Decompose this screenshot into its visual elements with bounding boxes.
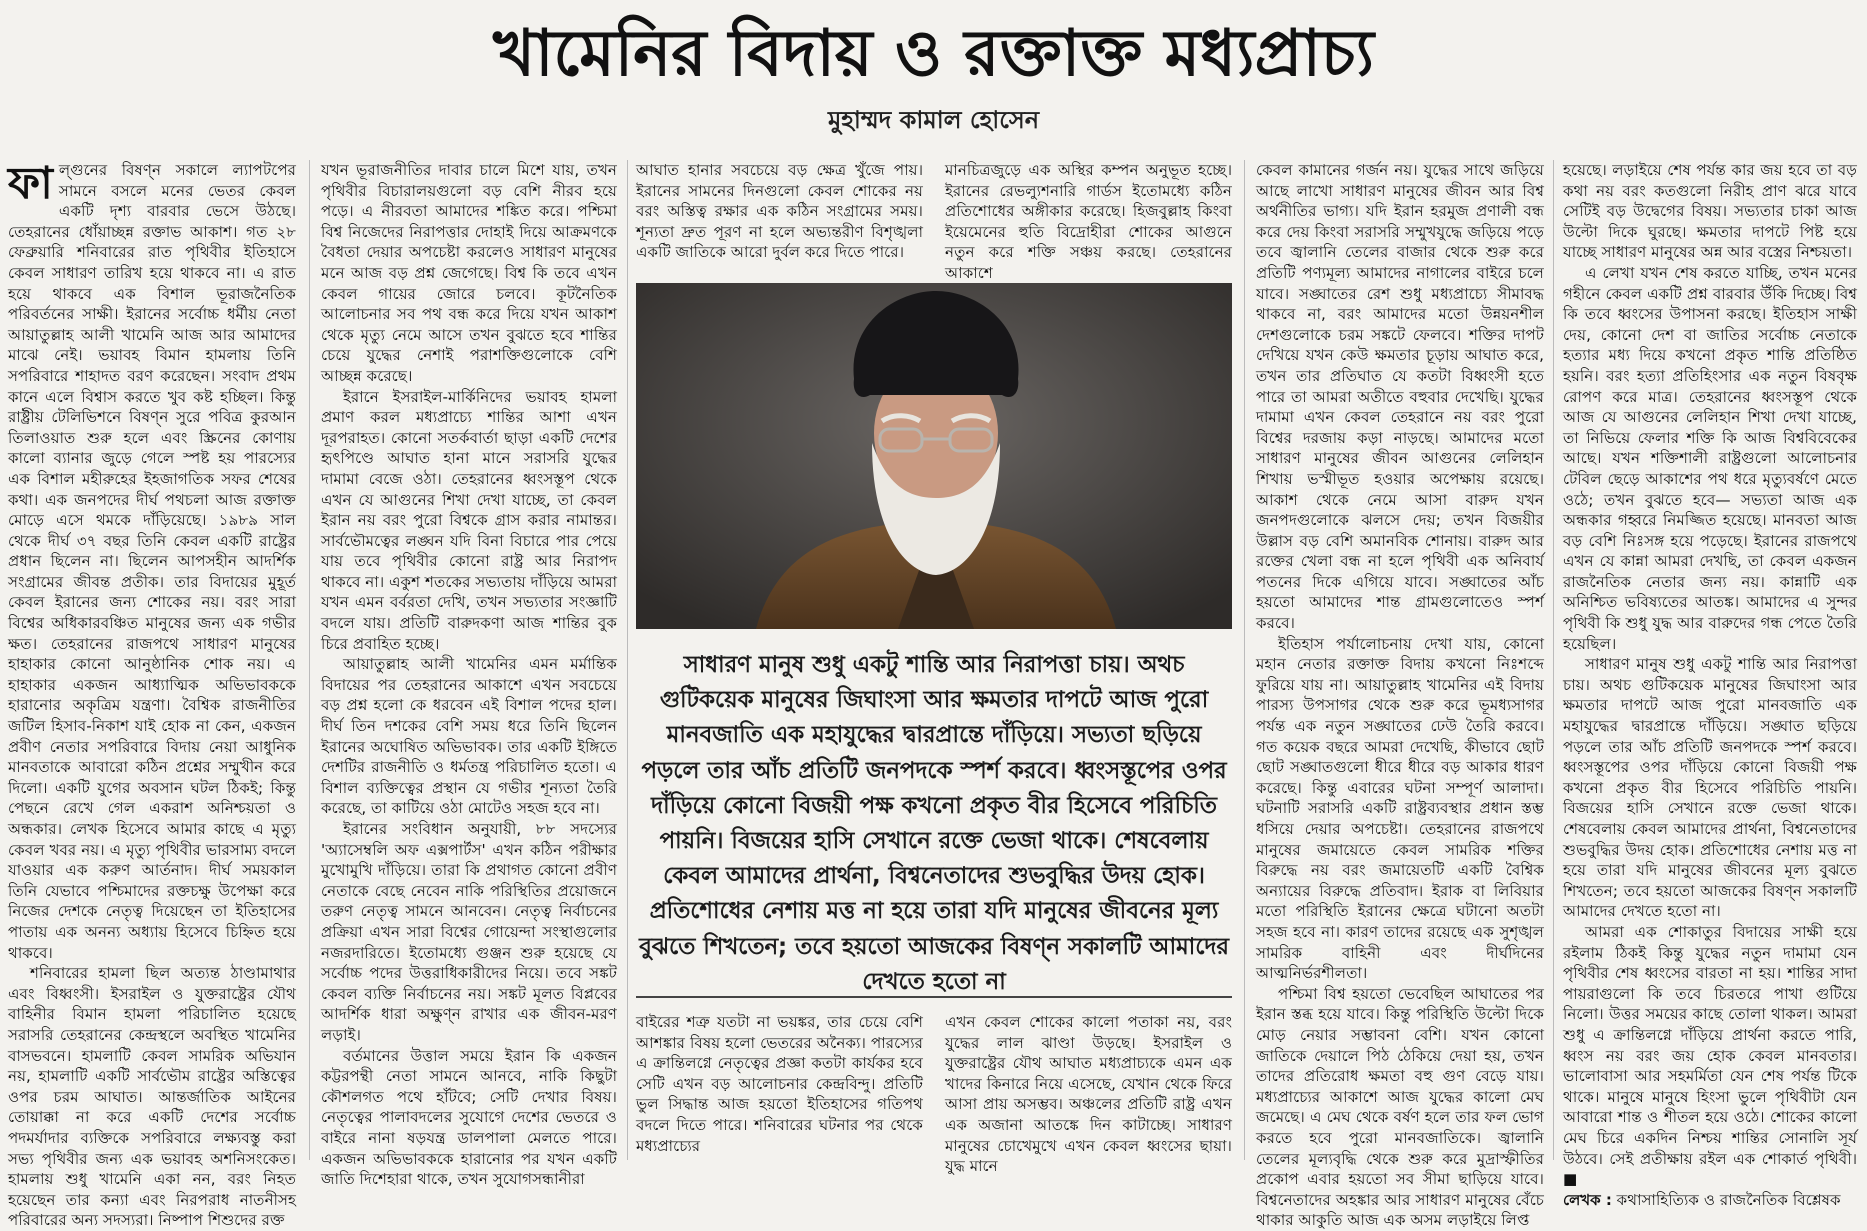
paragraph-text: আমরা এক শোকাতুর বিদায়ের সাক্ষী হয়ে রইলাম ঠিকই কিন্তু যুদ্ধের নতুন দামামা যেন পৃথিবীর শেষ ধ্বংসের বারতা না হয়। শান্তির সাদা পায়রাগুলো কি তবে চিরতরে পাখা গুটিয়ে নিলো। উত্তর সময়ের কাছে তোলা থাকল। আমরা শুধু এ ক্রান্তিলগ্নে দাঁড়িয়ে প্রার্থনা করতে পারি, ধ্বংস নয় বরং জয় হোক কেবল মানবতার। ভালোবাসা আর সহমর্মিতা যেন শেষ পর্যন্ত টিকে থাকে। মানুষে মানুষে হিংসা ভুলে পৃথিবীটা যেন আবারো শান্ত ও শীতল হয়ে ওঠে। শোকের কালো মেঘ চিরে একদিন নিশ্চয় শান্তির সোনালি সূর্য উঠবে। সেই প্রতীক্ষায় রইল এক শোকার্ত পৃথিবী।: [1563, 922, 1857, 1168]
paragraph: কেবল কামানের গর্জন নয়। যুদ্ধের সাথে জড়িয়ে আছে লাখো সাধারণ মানুষের জীবন আর বিশ্ব অর্থনীতির ভাগ্য। যদি ইরান হরমুজ প্রণালী বন্ধ করে দেয় কিংবা সরাসরি সম্মুখযুদ্ধে জড়িয়ে পড়ে তবে জ্বালানি তেলের বাজার থেকে শুরু করে প্রতিটি পণ্যমূল্য আমাদের নাগালের বাইরে চলে যাবে। সঙ্ঘাতের রেশ শুধু মধ্যপ্রাচ্যে সীমাবদ্ধ থাকবে না, বরং আমাদের মতো উন্নয়নশীল দেশগুলোকে চরম সঙ্কটে ফেলবে। শক্তির দাপট দেখিয়ে যখন কেউ ক্ষমতার চূড়ায় আঘাত করে, তখন তার প্রতিঘাত যে কতটা বিধ্বংসী হতে পারে তা আমরা অতীতে বহুবার দেখেছি। যুদ্ধের দামামা এখন কেবল তেহরানে নয় বরং পুরো বিশ্বের দরজায় কড়া নাড়ছে। আমাদের মতো সাধারণ মানুষের জীবন আগুনের লেলিহান শিখায় ভস্মীভূত হওয়ার অপেক্ষায় রয়েছে। আকাশ থেকে নেমে আসা বারুদ যখন জনপদগুলোকে ঝলসে দেয়; তখন বিজয়ীর উল্লাস বড় বেশি অমানবিক শোনায়। বারুদ আর রক্তের খেলা বন্ধ না হলে পৃথিবী এক অনিবার্য পতনের দিকে এগিয়ে যাবে। সঙ্ঘাতের আঁচ হয়তো আমাদের শান্ত গ্রামগুলোতেও স্পর্শ করবে।: [1256, 161, 1544, 633]
paragraph: এ লেখা যখন শেষ করতে যাচ্ছি, তখন মনের গহীনে কেবল একটি প্রশ্ন বারবার উঁকি দিচ্ছে। বিশ্ব কি তবে ধ্বংসের উপাসনা করছে। ইতিহাস সাক্ষী দেয়, কোনো দেশ বা জাতির সর্বোচ্চ নেতাকে হত্যার মধ্য দিয়ে কখনো প্রকৃত শান্তি প্রতিষ্ঠিত হয়নি। বরং হত্যা প্রতিহিংসার এক নতুন বিষবৃক্ষ রোপণ করে মাত্র। তেহরানের ধ্বংসস্তূপ থেকে আজ যে আগুনের লেলিহান শিখা দেখা যাচ্ছে, তা নিভিয়ে ফেলার শক্তি কি আজ বিশ্ববিবেকের আছে। যখন শক্তিশালী রাষ্ট্রগুলো আলোচনার টেবিল ছেড়ে আকাশের পথ ধরে মৃত্যুবর্ষণে মেতে ওঠে; তখন বুঝতে হবে— সভ্যতা আজ এক অন্ধকার গহ্বরে নিমজ্জিত হয়েছে। মানবতা আজ বড় বেশি নিঃসঙ্গ হয়ে পড়েছে। ইরানের রাজপথে এখন যে কান্না আমরা দেখছি, তা কেবল একজন রাজনৈতিক নেতার জন্য নয়। কান্নাটি এক অনিশ্চিত ভবিষ্যতের আতঙ্ক। আমাদের এ সুন্দর পৃথিবী কি শুধু যুদ্ধ আর বারুদের গন্ধ পেতে তৈরি হয়েছিল।: [1563, 263, 1857, 653]
paragraph: আঘাত হানার সবচেয়ে বড় ক্ষেত্র খুঁজে পায়। ইরানের সামনের দিনগুলো কেবল শোকের নয় বরং অস্তিত্ব রক্ষার এক কঠিন সংগ্রামের সময়। শূন্যতা দ্রুত পূরণ না হলে অভ্যন্তরীণ বিশৃঙ্খলা একটি জাতিকে আরো দুর্বল করে দিতে পারে।: [636, 161, 923, 262]
paragraph-text: ল্গুনের বিষণ্ন সকালে ল্যাপটপের সামনে বসলে মনের ভেতর কেবল একটি দৃশ্য বারবার ভেসে উঠছে। তেহরানের ধোঁয়াচ্ছন্ন রক্তাভ আকাশ। গত ২৮ ফেব্রুয়ারি শনিবারের রাত পৃথিবীর ইতিহাসে কেবল সাধারণ তারিখ হয়ে থাকবে না। এ রাত হয়ে থাকবে এক বিশাল ভূরাজনৈতিক পরিবর্তনের সাক্ষী। ইরানের সর্বোচ্চ ধর্মীয় নেতা আয়াতুল্লাহ আলী খামেনি আজ আর আমাদের মাঝে নেই। ভয়াবহ বিমান হামলায় তিনি সপরিবারে শাহাদত বরণ করেছেন। সংবাদ প্রথম কানে এলে বিশ্বাস করতে খুব কষ্ট হচ্ছিল। কিন্তু রাষ্ট্রীয় টেলিভিশনে বিষণ্ন সুরে পবিত্র কুরআন তিলাওয়াত শুরু হলে এবং স্ক্রিনের কোণায় কালো ব্যানার জুড়ে গেলে স্পষ্ট হয় পারস্যের এক বিশাল মহীরুহের ইহজাগতিক সফর শেষের কথা। এক জনপদের দীর্ঘ পথচলা আজ রক্তাক্ত মোড়ে এসে থমকে দাঁড়িয়েছে। ১৯৮৯ সাল থেকে দীর্ঘ ৩৭ বছর তিনি কেবল একটি রাষ্ট্রের প্রধান ছিলেন না। ছিলেন আপসহীন আদর্শিক সংগ্রামের জীবন্ত প্রতীক। তার বিদায়ের মুহূর্ত কেবল ইরানের জন্য শোকের নয়। বরং সারা বিশ্বের অধিকারবঞ্চিত মানুষের জন্য এক গভীর ক্ষত। তেহরানের রাজপথে সাধারণ মানুষের হাহাকার কোনো আনুষ্ঠানিক শোক নয়। এ হাহাকার একজন আধ্যাত্মিক অভিভাবককে হারানোর অকৃত্রিম যন্ত্রণা। বৈশ্বিক রাজনীতির জটিল হিসাব-নিকাশ যাই হোক না কেন, একজন প্রবীণ নেতার সপরিবারে বিদায় নেয়া আধুনিক মানবতাকে আবারো কঠিন প্রশ্নের সম্মুখীন করে দিলো। একটি যুগের অবসান ঘটল ঠিকই; কিন্তু পেছনে রেখে গেল একরাশ অনিশ্চয়তা ও অন্ধকার। লেখক হিসেবে আমার কাছে এ মৃত্যু কেবল খবর নয়। এ মৃত্যু পৃথিবীর ভারসাম্য বদলে যাওয়ার এক করুণ আর্তনাদ। দীর্ঘ সময়কাল তিনি যেভাবে পশ্চিমাদের রক্তচক্ষু উপেক্ষা করে নিজের দেশকে নেতৃত্ব দিয়েছেন তা ইতিহাসের পাতায় এক অনন্য অধ্যায় হিসেবে চিহ্নিত হয়ে থাকবে।: [8, 161, 296, 962]
column-6: [1563, 160, 1857, 1209]
paragraph: এখন কেবল শোকের কালো পতাকা নয়, বরং যুদ্ধের লাল ঝাণ্ডা উড়ছে। ইসরাইল ও যুক্তরাষ্ট্রের যৌথ আঘাত মধ্যপ্রাচ্যকে এমন এক খাদের কিনারে নিয়ে এসেছে, যেখান থেকে ফিরে আসা প্রায় অসম্ভব। অঞ্চলের প্রতিটি রাষ্ট্র এখন এক অজানা আতঙ্কে দিন কাটাচ্ছে। সাধারণ মানুষের চোখেমুখে এখন কেবল ধ্বংসের ছায়া। যুদ্ধ মানে: [945, 1013, 1232, 1176]
paragraph: যখন ভূরাজনীতির দাবার চালে মিশে যায়, তখন পৃথিবীর বিচারালয়গুলো বড় বেশি নীরব হয়ে পড়ে। এ নীরবতা আমাদের শঙ্কিত করে। পশ্চিমা বিশ্ব নিজেদের নিরাপত্তার দোহাই দিয়ে আক্রমণকে বৈধতা দেয়ার অপচেষ্টা করলেও সাধারণ মানুষের মনে আজ বড় প্রশ্ন জেগেছে। বিশ্ব কি তবে এখন কেবল গায়ের জোরে চলবে। কূটনৈতিক আলোচনার সব পথ বন্ধ করে দিয়ে যখন আকাশ থেকে মৃত্যু নেমে আসে তখন বুঝতে হবে শান্তির চেয়ে যুদ্ধের নেশাই পরাশক্তিগুলোকে বেশি আচ্ছন্ন করেছে।: [321, 161, 617, 385]
paragraph: আয়াতুল্লাহ আলী খামেনির এমন মর্মান্তিক বিদায়ের পর তেহরানের আকাশে এখন সবচেয়ে বড় প্রশ্ন হলো কে ধরবেন এই বিশাল পদের হাল। দীর্ঘ তিন দশকের বেশি সময় ধরে তিনি ছিলেন ইরানের অঘোষিত অভিভাবক। তার একটি ইঙ্গিতে দেশটির রাজনীতি ও ধর্মতন্ত্র পরিচালিত হতো। এ বিশাল ব্যক্তিত্বের প্রস্থান যে গভীর শূন্যতা তৈরি করেছে, তা কাটিয়ে ওঠা মোটেও সহজ হবে না।: [321, 655, 617, 818]
author-description: কথাসাহিত্যিক ও রাজনৈতিক বিশ্লেষক: [1616, 1190, 1841, 1209]
end-mark: ■: [1563, 1170, 1578, 1189]
paragraph: [8, 160, 296, 963]
paragraph: পশ্চিমা বিশ্ব হয়তো ভেবেছিল আঘাতের পর ইরান স্তব্ধ হয়ে যাবে। কিন্তু পরিস্থিতি উল্টো দিকে মোড় নেয়ার সম্ভাবনা বেশি। যখন কোনো জাতিকে দেয়ালে পিঠ ঠেকিয়ে দেয়া হয়, তখন তাদের প্রতিরোধ ক্ষমতা বহু গুণ বেড়ে যায়। মধ্যপ্রাচ্যের আকাশে আজ যুদ্ধের কালো মেঘ জমেছে। এ মেঘ থেকে বর্ষণ হলে তার ফল ভোগ করতে হবে পুরো মানবজাতিকে। জ্বালানি তেলের মূল্যবৃদ্ধি থেকে শুরু করে মুদ্রাস্ফীতির প্রকোপ এবার হয়তো সব সীমা ছাড়িয়ে যাবে। বিশ্বনেতাদের অহঙ্কার আর সাধারণ মানুষের বেঁচে থাকার আকুতি আজ এক অসম লড়াইয়ে লিপ্ত: [1256, 984, 1544, 1230]
paragraph: ইরানে ইসরাইল-মার্কিনিদের ভয়াবহ হামলা প্রমাণ করল মধ্যপ্রাচ্যে শান্তির আশা এখন দূরপরাহত। কোনো সতর্কবার্তা ছাড়া একটি দেশের হৃৎপিণ্ডে আঘাত হানা মানে সরাসরি যুদ্ধের দামামা বেজে ওঠা। তেহরানের ধ্বংসস্তূপ থেকে এখন যে আগুনের শিখা দেখা যাচ্ছে, তা কেবল ইরান নয় বরং পুরো বিশ্বকে গ্রাস করার নামান্তর। সার্বভৌমত্বের লঙ্ঘন যদি বিনা বিচারে পার পেয়ে যায় তবে পৃথিবীর কোনো রাষ্ট্র আর নিরাপদ থাকবে না। একুশ শতকের সভ্যতায় দাঁড়িয়ে আমরা যখন এমন বর্বরতা দেখি, তখন সভ্যতার সংজ্ঞাটি বদলে যায়। প্রতিটি বারুদকণা আজ শান্তির বুক চিরে প্রবাহিত হচ্ছে।: [321, 387, 617, 653]
pull-quote: সাধারণ মানুষ শুধু একটু শান্তি আর নিরাপত্তা চায়। অথচ গুটিকয়েক মানুষের জিঘাংসা আর ক্ষমতার দাপটে আজ পুরো মানবজাতি এক মহাযুদ্ধের দ্বারপ্রান্তে দাঁড়িয়ে। সভ্যতা ছড়িয়ে পড়লে তার আঁচ প্রতিটি জনপদকে স্পর্শ করবে। ধ্বংসস্তূপের ওপর দাঁড়িয়ে কোনো বিজয়ী পক্ষ কখনো প্রকৃত বীর হিসেবে পরিচিতি পায়নি। বিজয়ের হাসি সেখানে রক্তে ভেজা থাকে। শেষবেলায় কেবল আমাদের প্রার্থনা, বিশ্বনেতাদের শুভবুদ্ধির উদয় হোক। প্রতিশোধের নেশায় মত্ত না হয়ে তারা যদি মানুষের জীবনের মূল্য বুঝতে শিখতেন; তবে হয়তো আজকের বিষণ্ন সকালটি আমাদের দেখতে হতো না: [639, 652, 1229, 995]
paragraph: ইরানের সংবিধান অনুযায়ী, ৮৮ সদস্যের 'অ্যাসেম্বলি অফ এক্সপার্টস' এখন কঠিন পরীক্ষার মুখোমুখি দাঁড়িয়ে। তারা কি প্রথাগত কোনো প্রবীণ নেতাকে বেছে নেবেন নাকি পরিস্থিতির প্রয়োজনে তরুণ নেতৃত্ব সামনে আনবেন। নেতৃত্ব নির্বাচনের প্রক্রিয়া এখন সারা বিশ্বের গোয়েন্দা সংস্থাগুলোর নজরদারিতে। ইতোমধ্যে গুঞ্জন শুরু হয়েছে যে সর্বোচ্চ পদের উত্তরাধিকারীদের নিয়ে। তবে সঙ্কট কেবল ব্যক্তি নির্বাচনের নয়। সঙ্কট মূলত বিপ্লবের আদর্শিক ধারা অক্ষুণ্ন রাখার এক জীবন-মরণ লড়াই।: [321, 820, 617, 1044]
paragraph: সাধারণ মানুষ শুধু একটু শান্তি আর নিরাপত্তা চায়। অথচ গুটিকয়েক মানুষের জিঘাংসা আর ক্ষমতার দাপটে আজ পুরো মানবজাতি এক মহাযুদ্ধের দ্বারপ্রান্তে দাঁড়িয়ে। সঙ্ঘাত ছড়িয়ে পড়লে তার আঁচ প্রতিটি জনপদকে স্পর্শ করবে। ধ্বংসস্তূপের ওপর দাঁড়িয়ে কোনো বিজয়ী পক্ষ কখনো প্রকৃত বীর হিসেবে পরিচিতি পায়নি। বিজয়ের হাসি সেখানে রক্তে ভেজা থাকে। শেষবেলায় কেবল আমাদের প্রার্থনা, বিশ্বনেতাদের শুভবুদ্ধির উদয় হোক। প্রতিশোধের নেশায় মত্ত না হয়ে তারা যদি মানুষের জীবনের মূল্য বুঝতে শিখতেন; তবে হয়তো আজকের বিষণ্ন সকালটি আমাদের দেখতে হতো না।: [1563, 655, 1857, 921]
paragraph: [1563, 922, 1857, 1190]
column-rule: [1244, 160, 1245, 1160]
pull-quote-rule: [636, 996, 1232, 998]
dropcap: ফা: [8, 158, 53, 209]
column-rule: [627, 160, 628, 1160]
column-2: [321, 160, 617, 1189]
column-3-top: [636, 160, 923, 270]
byline: মুহাম্মদ কামাল হোসেন: [827, 106, 1040, 134]
paragraph: শনিবারের হামলা ছিল অত্যন্ত ঠাণ্ডামাথার এবং বিধ্বংসী। ইসরাইল ও যুক্তরাষ্ট্রের যৌথ বাহিনীর বিমান হামলা পরিচালিত হয়েছে সরাসরি তেহরানের কেন্দ্রস্থলে অবস্থিত খামেনির বাসভবনে। হামলাটি কেবল সামরিক অভিযান নয়, হামলাটি একটি সার্বভৌম রাষ্ট্রের অস্তিত্বের ওপর চরম আঘাত। আন্তর্জাতিক আইনের তোয়াক্কা না করে একটি দেশের সর্বোচ্চ পদমর্যাদার ব্যক্তিকে সপরিবারে লক্ষ্যবস্তু করা সভ্য পৃথিবীর জন্য এক ভয়াবহ অশনিসংকেত। হামলায় শুধু খামেনি একা নন, বরং নিহত হয়েছেন তার কন্যা এবং নিরপরাধ নাতনীসহ পরিবারের অন্য সদস্যরা। নিষ্পাপ শিশুদের রক্ত: [8, 964, 296, 1230]
paragraph: ইতিহাস পর্যালোচনায় দেখা যায়, কোনো মহান নেতার রক্তাক্ত বিদায় কখনো নিঃশব্দে ফুরিয়ে যায় না। আয়াতুল্লাহ খামেনির এই বিদায় পারস্য উপসাগর থেকে শুরু করে ভূমধ্যসাগর পর্যন্ত এক নতুন সঙ্ঘাতের ঢেউ তৈরি করবে। গত কয়েক বছরে আমরা দেখেছি, কীভাবে ছোট ছোট সঙ্ঘাতগুলো ধীরে ধীরে বড় আকার ধারণ করেছে। কিন্তু এবারের ঘটনা সম্পূর্ণ আলাদা। ঘটনাটি সরাসরি একটি রাষ্ট্রব্যবস্থার প্রধান স্তম্ভ ধসিয়ে দেয়ার অপচেষ্টা। তেহরানের রাজপথে মানুষের জমায়েতে কেবল সামরিক শক্তির বিরুদ্ধে নয় বরং জমায়েতটি একটি বৈশ্বিক অন্যায়ের বিরুদ্ধে প্রতিবাদ। ইরাক বা লিবিয়ার মতো পরিস্থিতি ইরানের ক্ষেত্রে ঘটানো অতটা সহজ হবে না। কারণ তাদের রয়েছে এক সুশৃঙ্খল সামরিক বাহিনী এবং দীর্ঘদিনের আত্মনির্ভরশীলতা।: [1256, 634, 1544, 983]
author-credit: [1563, 1190, 1857, 1211]
column-3-bottom: [636, 1012, 923, 1162]
paragraph: বাইরের শত্রু যতটা না ভয়ঙ্কর, তার চেয়ে বেশি আশঙ্কার বিষয় হলো ভেতরের অনৈক্য। পারস্যের এ ক্রান্তিলগ্নে নেতৃত্বের প্রজ্ঞা কতটা কার্যকর হবে সেটি এখন বড় আলোচনার কেন্দ্রবিন্দু। প্রতিটি ভুল সিদ্ধান্ত আজ হয়তো ইতিহাসের গতিপথ বদলে দিতে পারে। শনিবারের ঘটনার পর থেকে মধ্যপ্রাচ্যের: [636, 1013, 923, 1155]
headline: খামেনির বিদায় ও রক্তাক্ত মধ্যপ্রাচ্য: [492, 16, 1375, 91]
column-1: [8, 158, 296, 1230]
paragraph: হয়েছে। লড়াইয়ে শেষ পর্যন্ত কার জয় হবে তা বড় কথা নয় বরং কতগুলো নিরীহ প্রাণ ঝরে যাবে সেটিই বড় উদ্বেগের বিষয়। সভ্যতার চাকা আজ উল্টো দিকে ঘুরছে। ক্ষমতার দাপটে পিষ্ট হয়ে যাচ্ছে সাধারণ মানুষের অন্ন আর বস্ত্রের নিশ্চয়তা।: [1563, 161, 1857, 262]
column-rule: [309, 160, 310, 1160]
paragraph: মানচিত্রজুড়ে এক অস্থির কম্পন অনুভূত হচ্ছে। ইরানের রেভল্যুশনারি গার্ডস ইতোমধ্যে কঠিন প্রতিশোধের অঙ্গীকার করেছে। হিজবুল্লাহ কিংবা ইয়েমেনের হুতি বিদ্রোহীরা শোকের আগুনে নতুন করে শক্তি সঞ্চয় করছে। তেহরানের আকাশে: [945, 161, 1232, 282]
column-rule: [1553, 160, 1554, 1160]
portrait-photo: [636, 283, 1232, 629]
column-5: [1256, 160, 1544, 1230]
paragraph: বর্তমানের উত্তাল সময়ে ইরান কি একজন কট্টরপন্থী নেতা সামনে আনবে, নাকি কিছুটা কৌশলগত পথে হাঁটবে; সেটি দেখার বিষয়। নেতৃত্বের পালাবদলের সুযোগে দেশের ভেতরে ও বাইরে নানা ষড়যন্ত্র ডালপালা মেলতে পারে। একজন অভিভাবককে হারানোর পর যখন একটি জাতি দিশেহারা থাকে, তখন সুযোগসন্ধানীরা: [321, 1046, 617, 1189]
portrait-illustration: [636, 283, 1232, 629]
column-4-bottom: [945, 1012, 1232, 1176]
column-4-top: [945, 160, 1232, 282]
author-label: লেখক :: [1563, 1190, 1612, 1209]
